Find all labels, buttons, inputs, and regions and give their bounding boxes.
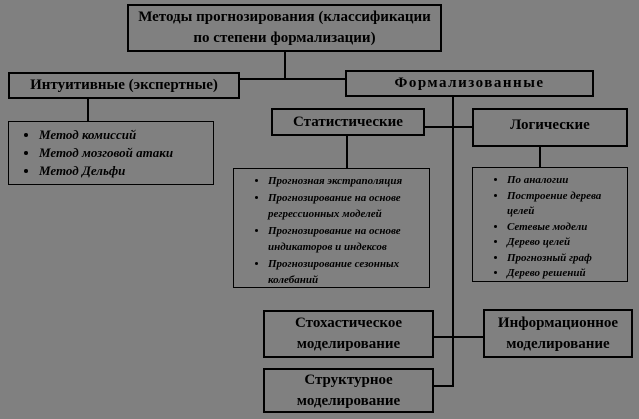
list-item: • Прогнозирование на основе индикаторов и индексов: [268, 223, 427, 256]
list-item: • По аналогии: [507, 173, 625, 189]
connector-statistical-logical: [425, 126, 472, 128]
connector-formalized-trunk: [452, 96, 454, 387]
logical-methods-list: [472, 167, 628, 282]
list-item: • Метод мозговой атаки: [39, 144, 211, 162]
list-item: • Дерево целей: [507, 235, 625, 251]
title-line-2: по степени формализации): [193, 30, 376, 46]
intuitive-methods-list: [8, 121, 214, 185]
title-box: [127, 4, 442, 52]
stochastic-box: [263, 310, 434, 358]
list-item: • Прогнозный граф: [507, 251, 625, 267]
formalized-box: [345, 70, 594, 97]
connector-structural-to-trunk: [434, 385, 453, 387]
statistical-box: [271, 108, 425, 136]
list-item: • Метод Дельфи: [39, 162, 211, 180]
structural-label: Структурное моделирование: [296, 371, 401, 409]
connector-intuitive-to-list: [87, 98, 89, 122]
list-item: • Построение дерева целей: [507, 189, 625, 220]
list-item: • Прогнозная экстраполяция: [268, 173, 427, 190]
connector-stochastic-informational: [434, 336, 483, 338]
list-item: • Прогнозирование сезонных колебаний: [268, 256, 427, 289]
logical-label: Логические: [510, 117, 590, 133]
list-item: • Метод комиссий: [39, 126, 211, 144]
statistical-methods-list: [233, 168, 430, 288]
list-item: • Дерево решений: [507, 266, 625, 282]
list-item: • Сетевые модели: [507, 220, 625, 236]
formalized-label: Формализованные: [394, 75, 545, 91]
informational-label: Информационное моделирование: [497, 314, 619, 352]
statistical-label: Статистические: [293, 113, 403, 130]
logical-box: [472, 108, 628, 147]
connector-title-to-branches: [284, 52, 286, 80]
connector-statistical-to-list: [346, 135, 348, 169]
intuitive-box: [8, 72, 240, 99]
connector-intuitive-formalized: [240, 78, 345, 80]
informational-box: [483, 309, 633, 358]
connector-logical-to-list: [539, 146, 541, 168]
list-item: • Прогнозирование на основе регрессионных моделей: [268, 190, 427, 223]
stochastic-label: Стохастическое моделирование: [295, 315, 402, 352]
structural-box: [263, 368, 434, 413]
intuitive-label: Интуитивные (экспертные): [30, 77, 218, 93]
title-line-1: Методы прогнозирования (классификации: [138, 9, 431, 25]
